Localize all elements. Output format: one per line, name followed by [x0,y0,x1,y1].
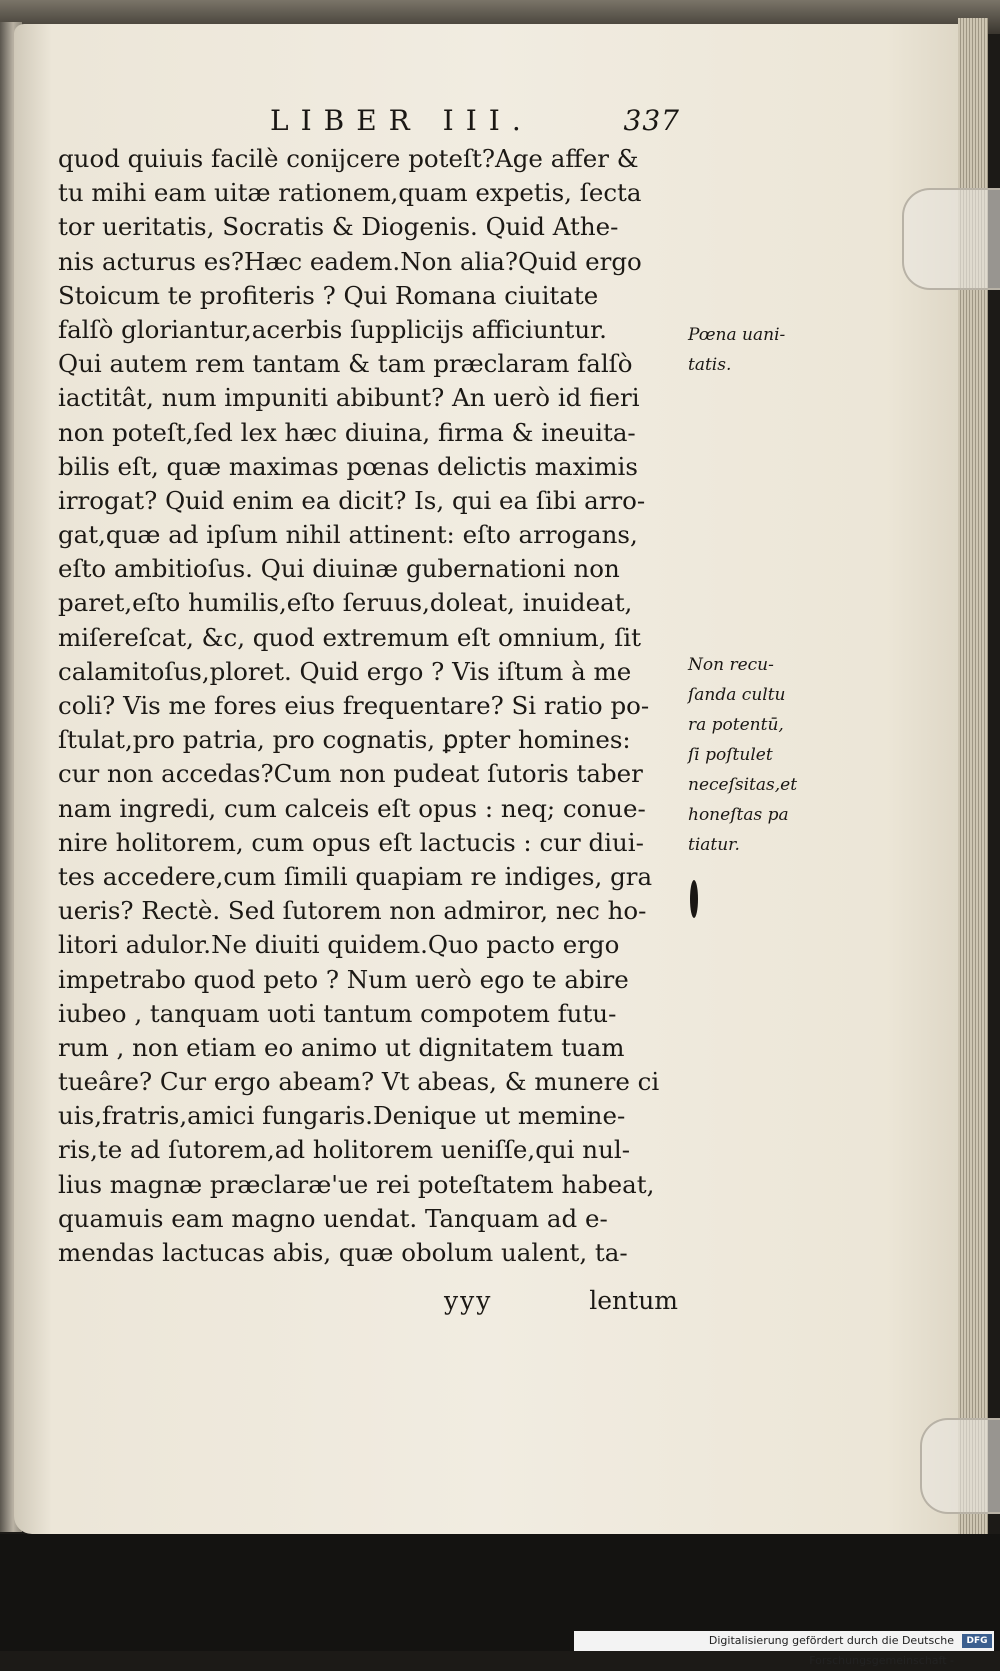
margin-note-2 [688,650,818,860]
text-line: gat,quæ ad ipſum nihil attinent: eſto arrogans, [58,520,638,550]
text-line: rum , non etiam eo animo ut dignitatem tuam [58,1032,625,1062]
margin-note-line: Pœna uani- [688,325,786,345]
margin-note-line: ra potentū, [688,715,784,735]
text-line: iubeo , tanquam uoti tantum compotem futu- [58,998,617,1028]
text-line: nis acturus es?Hæc eadem.Non alia?Quid ergo [58,246,642,276]
text-line: impetrabo quod peto ? Num uerò ego te abire [58,964,629,994]
text-line: tes accedere,cum ſimili quapiam re indiges, gra [58,861,653,891]
signature-mark: yyy [444,1286,493,1315]
text-line: uis,fratris,amici fungaris.Denique ut memine- [58,1101,626,1131]
margin-note-line: neceſsitas,et [688,775,798,795]
margin-note-line: tiatur. [688,835,740,855]
margin-note-line: ſi poſtulet [688,745,773,765]
text-line: quod quiuis facilè conijcere poteſt?Age affer & [58,144,639,173]
text-line: paret,eſto humilis,eſto ſeruus,doleat, inuideat, [58,588,633,618]
text-line: bilis eſt, quæ maximas pœnas delictis maximis [58,451,638,481]
digitization-credit: Digitalisierung gefördert durch die Deutsche Forschungsgemeinschaft - [574,1631,994,1651]
margin-note-line: Non recu- [688,655,774,675]
text-line: cur non accedas?Cum non pudeat ſutoris taber [58,759,643,789]
running-head: LIBER III. [270,104,533,137]
margin-note-line: ſanda cultu [688,685,786,705]
text-line: tor ueritatis, Socratis & Diogenis. Quid Athe- [58,212,619,242]
text-line: Stoicum te profiteris ? Qui Romana ciuitate [58,280,599,310]
text-line: calamitoſus,ploret. Quid ergo ? Vis iſtum à me [58,656,632,686]
text-line: falſò gloriantur,acerbis ſupplicijs afficiuntur. [58,314,607,344]
text-line: ſtulat,pro patria, pro cognatis, ꝑpter homines: [58,725,631,755]
page-footer [58,1286,678,1322]
text-line: ueris? Rectè. Sed ſutorem non admiror, nec ho- [58,896,647,926]
text-line: litori adulor.Ne diuiti quidem.Quo pacto ergo [58,930,620,960]
text-line: non poteſt,ſed lex hæc diuina, firma & ineuita- [58,417,636,447]
text-line: lius magnæ præclaræ'ue rei poteſtatem habeat, [58,1169,655,1199]
page-number: 337 [623,104,680,137]
page-clip-top [902,188,1000,290]
ink-mark [690,880,698,918]
text-line: iactitât, num impuniti abibunt? An uerò id fieri [58,383,640,413]
text-line: irrogat? Quid enim ea dicit? Is, qui ea ſibi arro- [58,485,646,515]
text-line: mendas lactucas abis, quæ obolum ualent, ta- [58,1238,628,1267]
catchword: lentum [589,1286,678,1315]
text-line: miſereſcat, &c, quod extremum eſt omnium, ſit [58,622,641,652]
text-line: tueâre? Cur ergo abeam? Vt abeas, & munere ci [58,1067,660,1097]
page-clip-bottom [920,1418,1000,1514]
margin-note-1 [688,320,818,380]
text-line: quamuis eam magno uendat. Tanquam ad e- [58,1203,608,1233]
text-line: nam ingredi, cum calceis eſt opus : neq; conue- [58,793,646,823]
page-header [60,104,680,144]
text-line: Qui autem rem tantam & tam præclaram falſò [58,349,633,379]
dfg-logo: DFG [962,1634,992,1648]
text-line: tu mihi eam uitæ rationem,quam expetis, ſecta [58,178,642,208]
body-text [58,142,678,1270]
margin-note-line: tatis. [688,355,732,375]
text-line: coli? Vis me fores eius frequentare? Si ratio po- [58,691,650,720]
text-line: nire holitorem, cum opus eſt lactucis : cur diui- [58,827,644,857]
text-line: eſto ambitioſus. Qui diuinæ gubernationi non [58,554,620,584]
margin-note-line: honeſtas pa [688,805,789,825]
text-line: ris,te ad ſutorem,ad holitorem ueniſſe,qui nul- [58,1135,630,1165]
scan-background-bottom [0,1534,1000,1667]
